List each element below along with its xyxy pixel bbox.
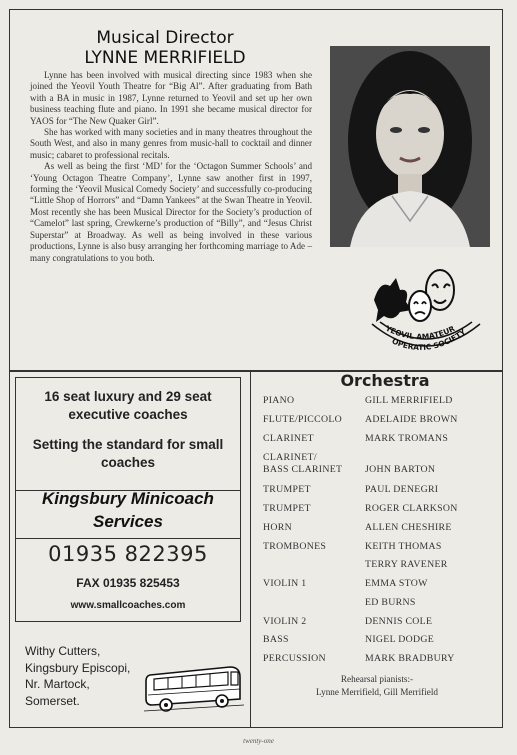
logo-text-bottom: OPERATIC SOCIETY [390,327,468,352]
instrument: HORN [263,522,292,533]
player: KEITH THOMAS [365,541,442,552]
instrument: TROMBONES [263,541,327,552]
player: EMMA STOW [365,578,428,589]
instrument: BASS [263,634,289,645]
player: DENNIS COLE [365,616,433,627]
ad-company-name: Kingsbury Minicoach Services [15,484,241,539]
ad-contact-box [15,534,241,622]
player: TERRY RAVENER [365,559,448,570]
address-line: Withy Cutters, [25,644,101,658]
player: MARK BRADBURY [365,653,455,664]
section-title: Musical Director [96,28,234,48]
ad-website: www.smallcoaches.com [70,600,186,611]
ad-slogan-box [15,377,241,491]
logo-text-top: YEOVIL AMATEUR [384,323,457,342]
rehearsal-pianists [262,673,492,699]
player: MARK TROMANS [365,433,449,444]
rehearsal-label: Rehearsal pianists:- [340,674,414,684]
rehearsal-names: Lynne Merrifield, Gill Merrifield [316,687,438,697]
player: PAUL DENEGRI [365,484,439,495]
coach-icon [144,661,244,716]
instrument: PIANO [263,395,295,406]
instrument: TRUMPET [263,484,311,495]
address-line: Kingsbury Episcopi, [25,660,131,675]
bio-paragraph: Lynne has been involved with musical directing since 1983 when she joined the Yeovil Youth Theatre for “Big Al”. After graduating from Bath with a BA in music in 1987, Lynne returned to Yeovil and set up her own business teaching flute and piano. In 1991 she became musical director for YAOS for “The New Quaker Girl”. [30,70,312,126]
page-number: twenty-one [243,737,274,745]
ad-phone: 01935 822395 [48,542,208,566]
society-logo [366,260,486,365]
player: GILL MERRIFIELD [365,395,453,406]
orchestra-title: Orchestra [340,371,430,390]
address-line: Somerset. [25,693,80,708]
coach-advertisement [9,371,251,728]
director-name: LYNNE MERRIFIELD [84,48,246,68]
instrument: FLUTE/PICCOLO [263,414,343,425]
player: ADELAIDE BROWN [365,414,458,425]
instrument: PERCUSSION [263,653,326,664]
address-line: Nr. Martock, [25,677,90,691]
ad-fax: FAX 01935 825453 [76,576,180,590]
player: ED BURNS [365,597,416,608]
player: JOHN BARTON [365,464,436,475]
ad-line-1: 16 seat luxury and 29 seat executive coaches [44,389,212,422]
instrument: CLARINET [263,433,314,444]
instrument: VIOLIN 1 [263,578,307,589]
ad-address [25,643,130,709]
ad-line-2: Setting the standard for small coaches [32,437,224,470]
bio-paragraph: She has worked with many societies and in many theatres throughout the South West, and also in many genres from music-hall to cocktail and dinner music; cabaret to professional recitals. [30,127,312,160]
instrument: VIOLIN 2 [263,616,307,627]
instrument: TRUMPET [263,503,311,514]
instrument: CLARINET/ [263,452,317,463]
biography [30,70,312,264]
instrument: BASS CLARINET [263,464,343,475]
player: ROGER CLARKSON [365,503,458,514]
bio-paragraph: As well as being the first ‘MD’ for the ‘Octagon Summer Schools’ and ‘Young Octagon Theatre Company’, Lynne saw another first in 1997, forming the ‘Yeovil Musical Comedy Society’ and successfully co-producing “Little Shop of Horrors” and “Damn Yankees” at the Swan Theatre in Yeovil. Most recently she has been Musical Director for the Society’s production of “Camelot” last spring, Crewkerne’s production of “Billy”, and “Jesus Christ Superstar” at Broadway. As well as being involved in these various productions, Lynne is also busy arranging her forthcoming marriage to Ade – many congratulations to you both. [30,161,312,263]
player: ALLEN CHESHIRE [365,522,452,533]
portrait-photo [330,46,490,247]
player: NIGEL DODGE [365,634,435,645]
